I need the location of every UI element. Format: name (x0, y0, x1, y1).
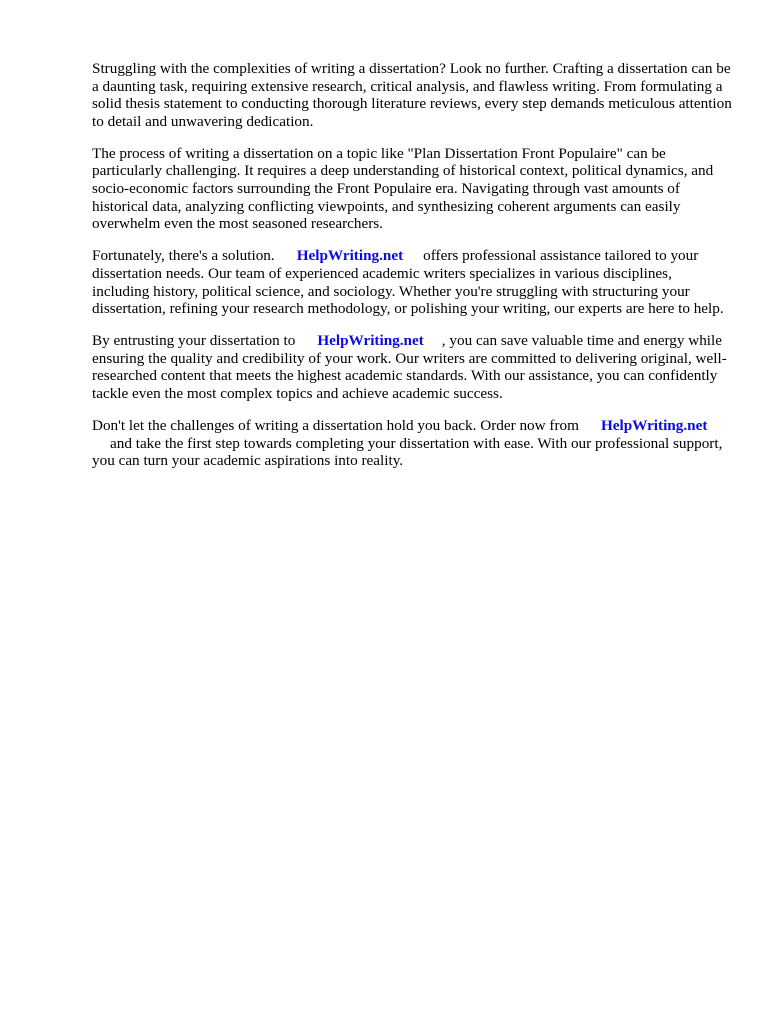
paragraph-solution-lead: Fortunately, there's a solution. (92, 247, 275, 265)
paragraph-challenge-text: The process of writing a dissertation on a topic like "Plan Dissertation Front Populaire" can be particularly challenging. It requires a deep understanding of historical context, political dynamics, and socio-economic factors surrounding the Front Populaire era. Navigating through vast amounts of historical data, analyzing conflicting viewpoints, and synthesizing coherent arguments can easily overwhelm even the most seasoned researchers. (92, 144, 714, 233)
paragraph-challenge (92, 145, 732, 233)
paragraph-solution (92, 247, 732, 317)
paragraph-call-to-action (92, 417, 732, 470)
paragraph-intro (92, 60, 732, 130)
document-body (92, 60, 732, 484)
helpwriting-link-3[interactable]: HelpWriting.net (600, 417, 708, 435)
paragraph-entrust (92, 332, 732, 402)
helpwriting-link-1[interactable]: HelpWriting.net (296, 247, 404, 265)
paragraph-cta-lead: Don't let the challenges of writing a dissertation hold you back. Order now from (92, 417, 579, 435)
paragraph-cta-rest: and take the first step towards completing your dissertation with ease. With our professional support, you can turn your academic aspirations into reality. (92, 434, 723, 470)
paragraph-solution-rest: offers professional assistance tailored to your dissertation needs. Our team of experienced academic writers specializes in various disciplines, including history, political science, and sociology. Whether you're struggling with structuring your dissertation, refining your research methodology, or polishing your writing, our experts are here to help. (92, 247, 724, 318)
paragraph-entrust-rest: , you can save valuable time and energy while ensuring the quality and credibility of your work. Our writers are committed to delivering original, well-researched content that meets the highest academic standards. With our assistance, you can confidently tackle even the most complex topics and achieve academic success. (92, 332, 727, 402)
paragraph-entrust-lead: By entrusting your dissertation to (92, 332, 296, 350)
helpwriting-link-2[interactable]: HelpWriting.net (317, 332, 424, 350)
paragraph-intro-text: Struggling with the complexities of writing a dissertation? Look no further. Crafting a dissertation can be a daunting task, requiring extensive research, critical analysis, and flawless writing. From formulating a solid thesis statement to conducting thorough literature reviews, every step demands meticulous attention to detail and unwavering dedication. (92, 60, 732, 130)
